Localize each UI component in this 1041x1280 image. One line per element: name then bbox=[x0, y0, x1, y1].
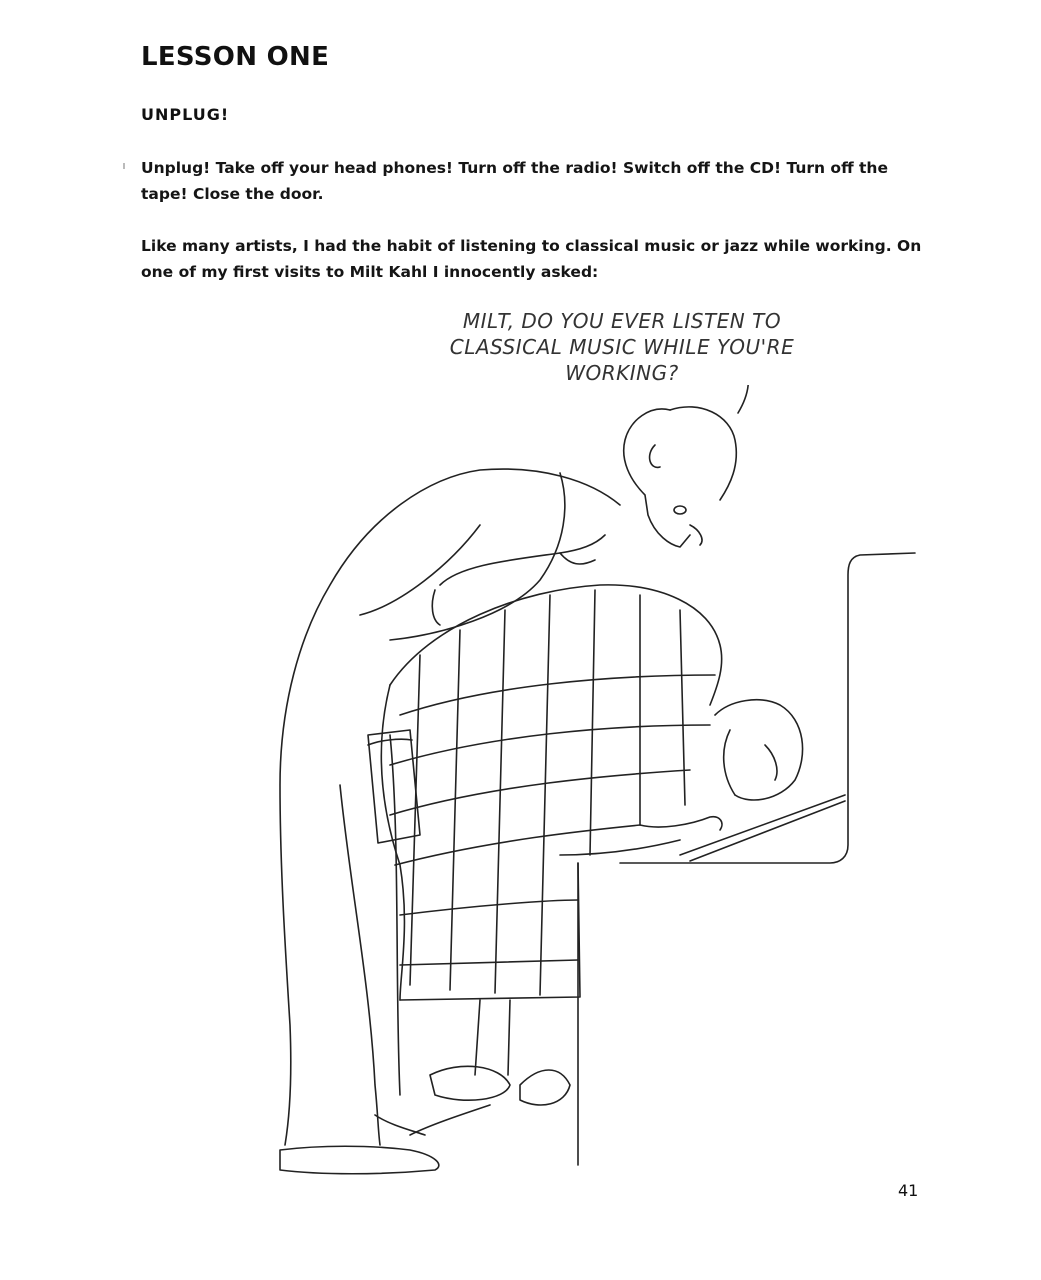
speech-caption bbox=[392, 308, 852, 386]
paragraph-2: Like many artists, I had the habit of listening to classical music or jazz while working. On one of my first visits to Milt Kahl I innocently asked: bbox=[141, 237, 922, 281]
margin-mark bbox=[123, 163, 125, 169]
drawing-desk bbox=[578, 553, 915, 1165]
lesson-subheading: UNPLUG! bbox=[141, 105, 230, 124]
page-number: 41 bbox=[898, 1181, 919, 1200]
paragraph-1: Unplug! Take off your head phones! Turn off the radio! Switch off the CD! Turn off the tape! Close the door. bbox=[141, 159, 888, 203]
lesson-heading: LESSON ONE bbox=[141, 42, 330, 72]
speech-pointer bbox=[738, 385, 748, 413]
speech-line-1: MILT, DO YOU EVER LISTEN TO bbox=[462, 309, 782, 333]
seated-figure bbox=[381, 585, 802, 1135]
speech-line-2: CLASSICAL MUSIC WHILE YOU'RE WORKING? bbox=[449, 335, 795, 385]
cartoon-illustration bbox=[260, 385, 930, 1175]
